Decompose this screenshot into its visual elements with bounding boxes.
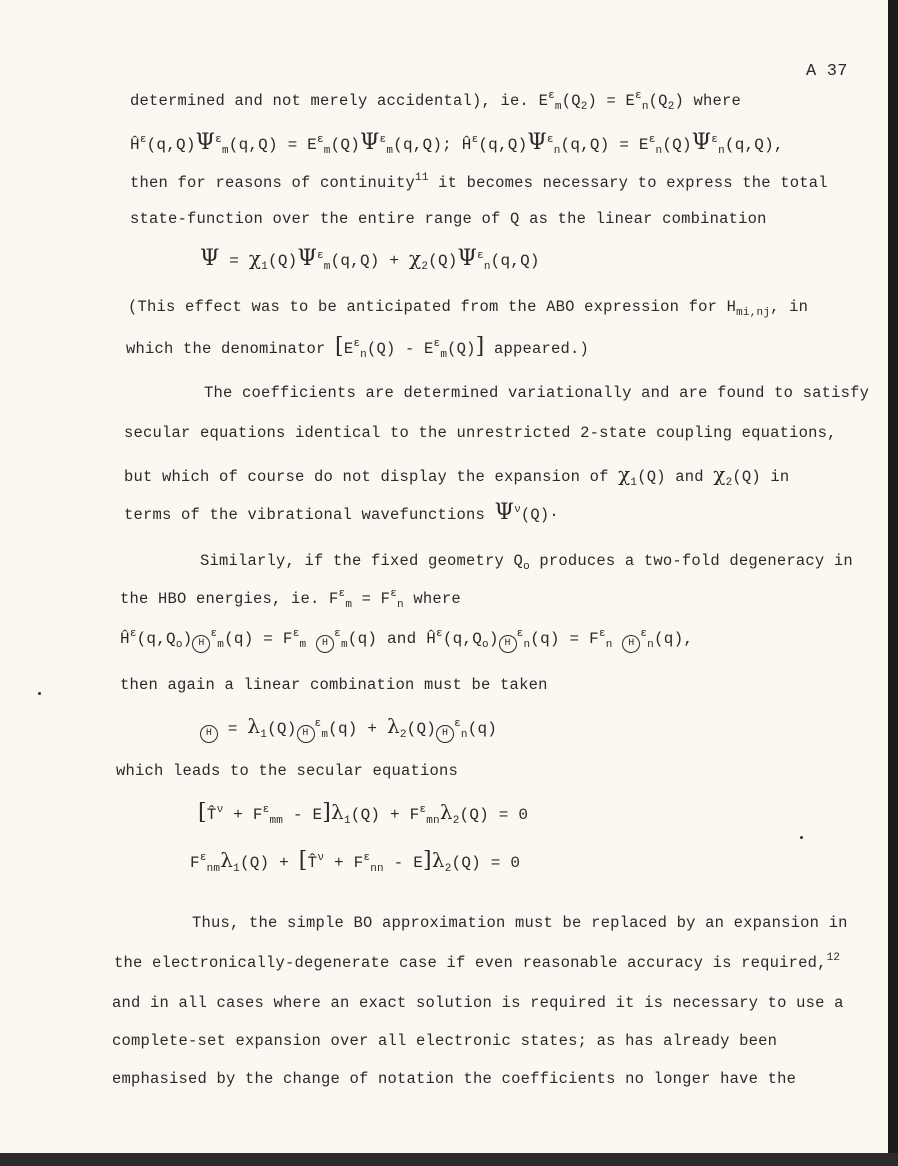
text-line-13: the HBO energies, ie. $F^\varepsilon_m = F^\varepsilon_n$ where [120, 588, 461, 611]
text-line-8: The coefficients are determined variationally and are found to satisfy [204, 384, 870, 402]
text-line-12: Similarly, if the fixed geometry $Q_o$ produces a two-fold degeneracy in [200, 552, 853, 573]
text-line-7: which the denominator $[E^\varepsilon_n(Q) - E^\varepsilon_m(Q)]$ appeared.) [126, 334, 589, 361]
text-line-24: emphasised by the change of notation the coefficients no longer have the [112, 1070, 797, 1088]
text-line-17: which leads to the secular equations [116, 762, 459, 780]
text-line-4: state-function over the entire range of Q as the linear combination [130, 210, 767, 228]
equation-hamiltonian: $Ĥ^\varepsilon(q,Q)\Psi^\varepsilon_m(q,Q) = E^\varepsilon_m(Q)\Psi^\varepsilon_m(q,Q)$; $Ĥ^\varepsilon(q,Q)\Psi^\varepsilon_n(q,Q) = E^\varepsilon_n(Q)\Psi^\varepsilon_n(q,Q)$, [130, 130, 784, 157]
equation-hbo: $Ĥ^\varepsilon(q,Q_o) H^\varepsilon_m(q) = F^\varepsilon_m$ $H^\varepsilon_m(q)$ and $Ĥ^\varepsilon(q,Q_o) H^\varepsilon_n(q) = F^\varepsilon_n$ $H^\varepsilon_n(q)$, [120, 628, 694, 651]
text-line-10: but which of course do not display the expansion of $\chi_1(Q)$ and $\chi_2(Q)$ in [124, 462, 790, 489]
text-line-21: the electronically-degenerate case if even reasonable accuracy is required,$^{12}$ [114, 952, 841, 972]
text-line-3: then for reasons of continuity$^{11}$ it becomes necessary to express the total [130, 172, 828, 192]
text-line-9: secular equations identical to the unrestricted 2-state coupling equations, [124, 424, 837, 442]
scan-edge-bottom [0, 1153, 898, 1166]
equation-state-function: $\Psi = \chi_1(Q)\Psi^\varepsilon_m(q,Q) + \chi_2(Q)\Psi^\varepsilon_n(q,Q)$ [200, 246, 540, 273]
text-line-11: terms of the vibrational wavefunctions $\Psi^\nu(Q)\cdot$ [124, 500, 559, 525]
equation-secular-1: [T̂$^\nu$ + $F^\varepsilon_{mm} - E]\lambda_1(Q) + F^\varepsilon_{mn}\lambda_2(Q) = 0$ [198, 800, 529, 827]
scan-edge-right [888, 0, 898, 1166]
page-number: A 37 [806, 62, 848, 81]
scan-speck [800, 836, 803, 839]
text-line-22: and in all cases where an exact solution is required it is necessary to use a [112, 994, 844, 1012]
text-line-1: determined and not merely accidental), ie. $E^\varepsilon_m(Q_2) = E^\varepsilon_n(Q_2)$ where [130, 90, 742, 113]
text-line-15: then again a linear combination must be taken [120, 676, 548, 694]
text-line-23: complete-set expansion over all electronic states; as has already been [112, 1032, 778, 1050]
scan-speck [38, 692, 41, 695]
equation-secular-2: $F^\varepsilon_{nm}\lambda_1(Q)$ + [T̂$^\nu$ + $F^\varepsilon_{nn} - E]\lambda_2(Q) = 0$ [190, 848, 521, 875]
equation-linear-combination: $H = \lambda_1(Q) H^\varepsilon_m(q) + \lambda_2(Q)$ $H^\varepsilon_n(q)$ [200, 714, 497, 743]
text-line-6: (This effect was to be anticipated from the ABO expression for $H_{mi,nj}$, in [128, 298, 809, 319]
text-line-20: Thus, the simple BO approximation must be replaced by an expansion in [192, 914, 848, 932]
